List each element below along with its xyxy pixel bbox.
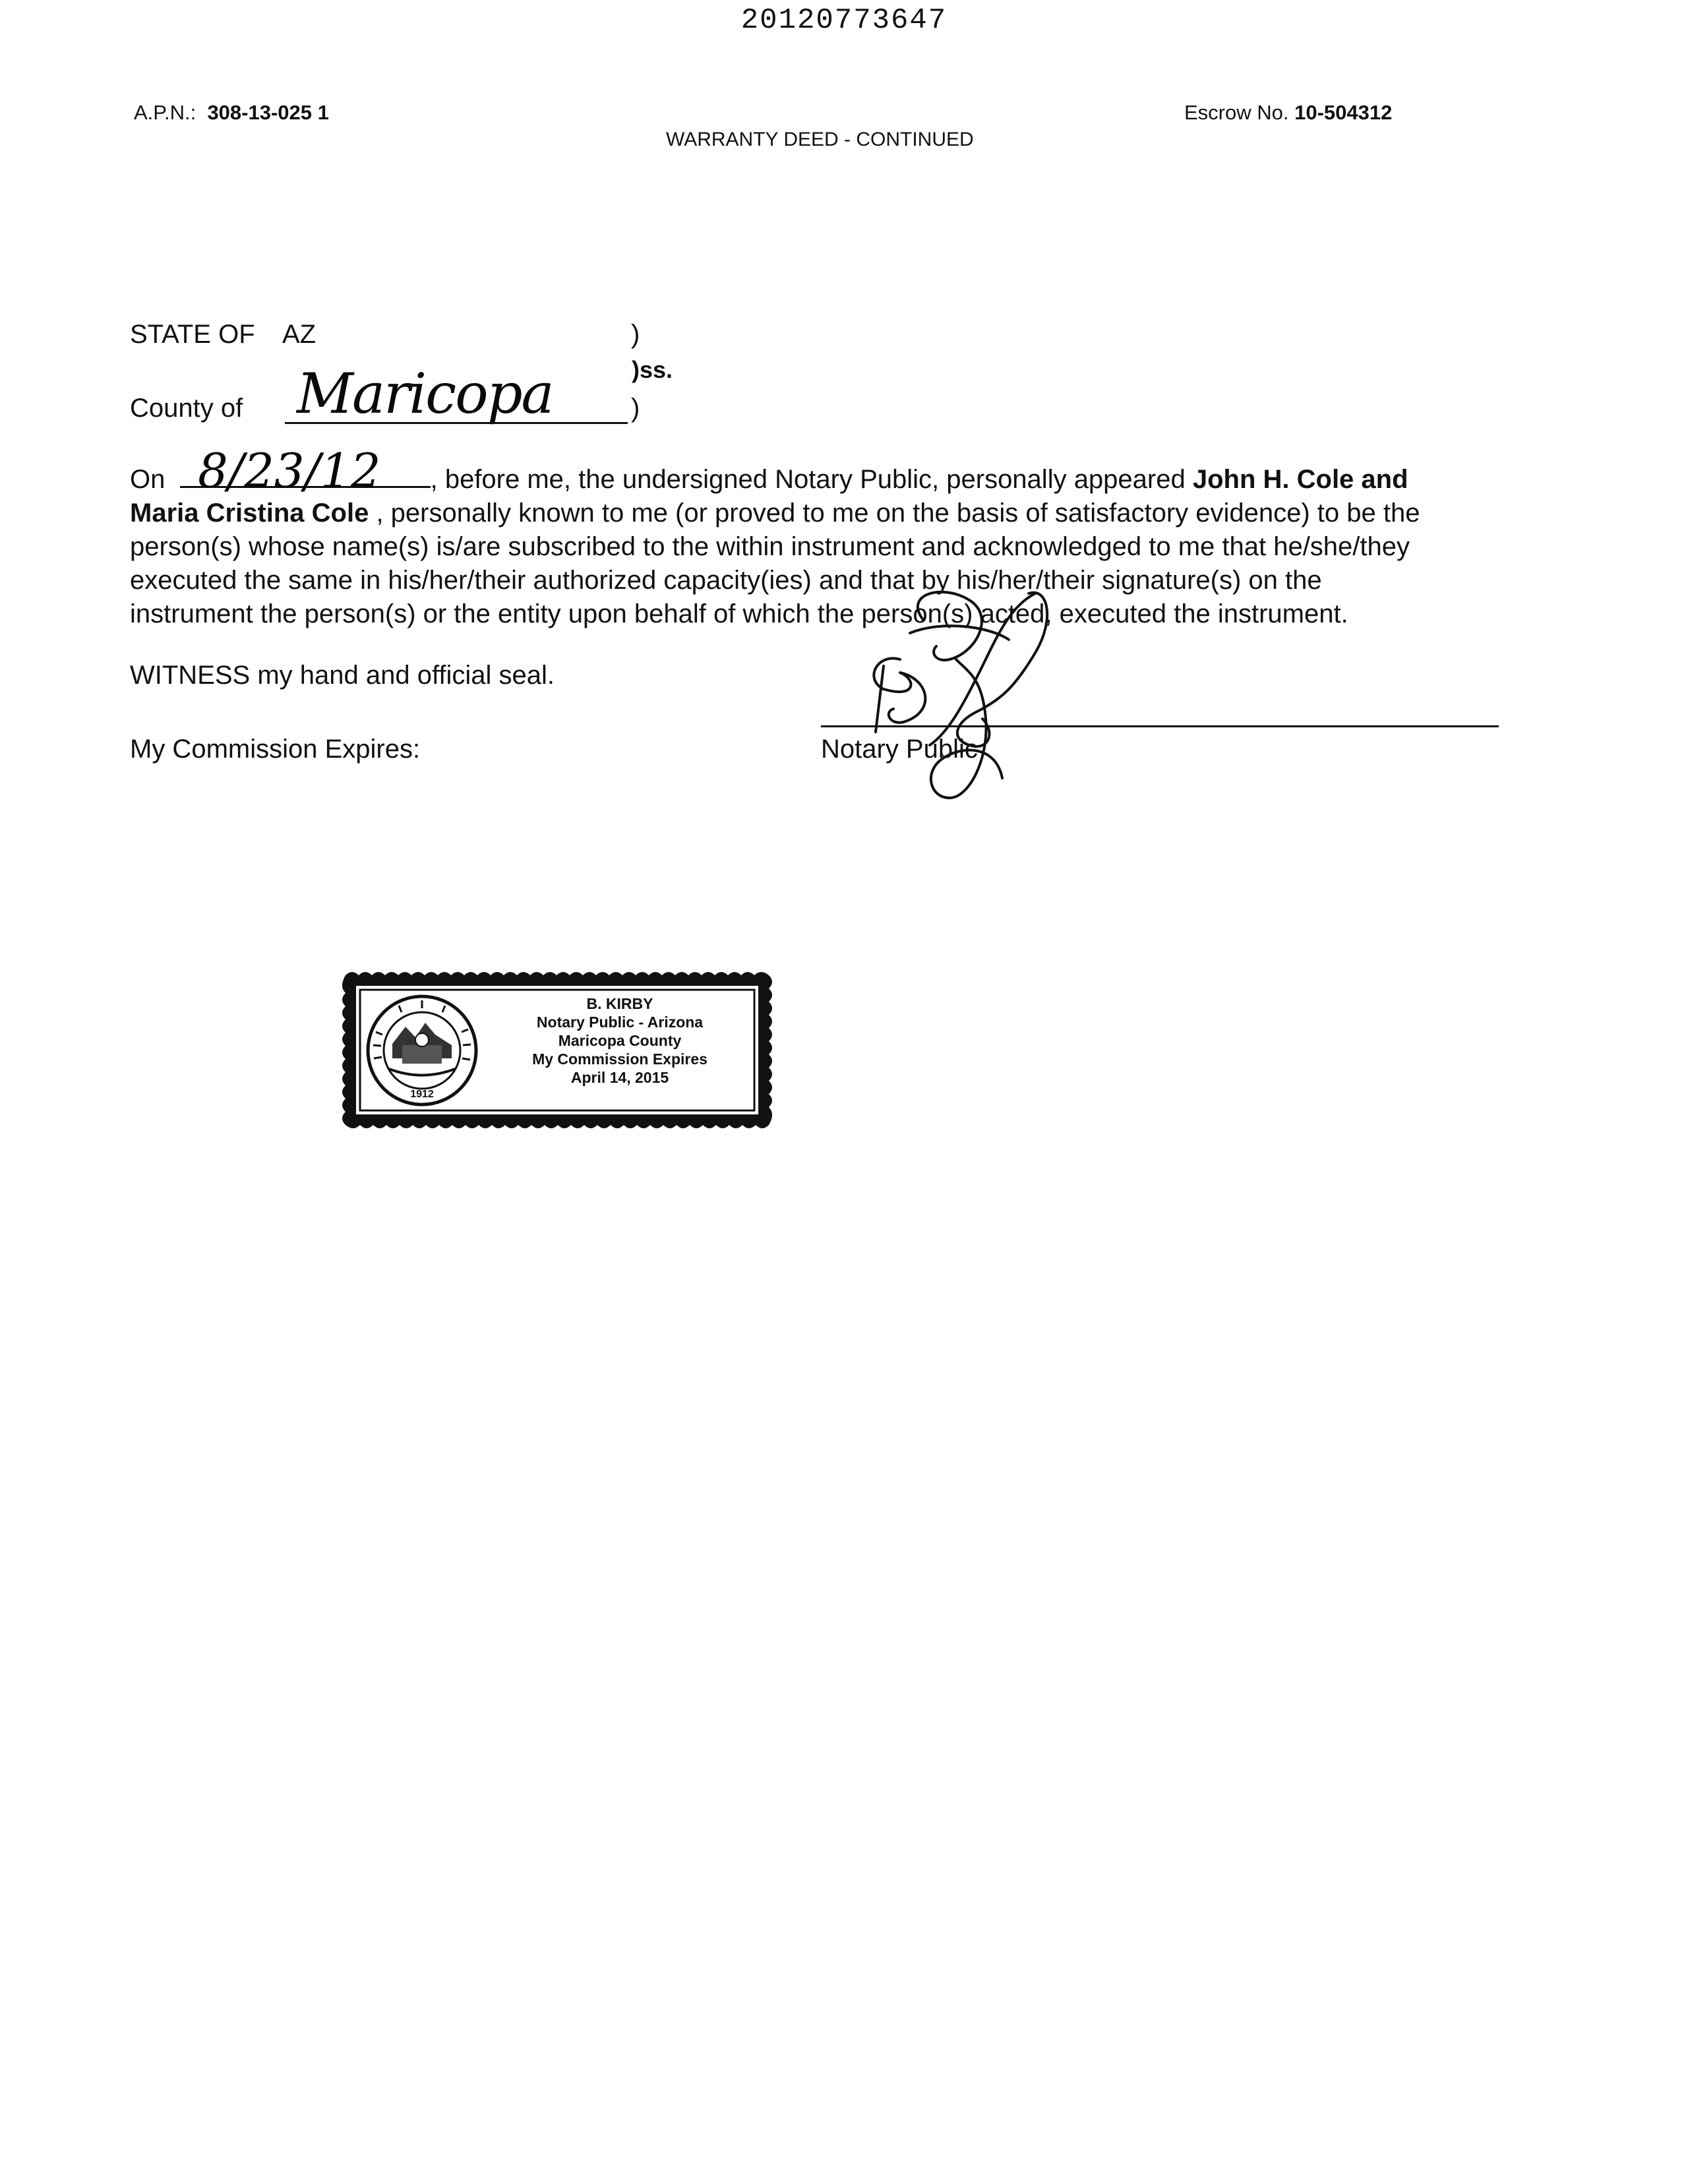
notary-signature <box>837 580 1114 818</box>
stamp-text <box>488 994 752 1087</box>
venue-ss: )ss. <box>632 356 673 383</box>
stamp-title: Notary Public - Arizona <box>536 1014 704 1031</box>
arizona-seal-icon <box>368 996 476 1105</box>
escrow-value: 10-504312 <box>1294 101 1393 124</box>
recording-number: 20120773647 <box>740 4 948 37</box>
county-handwritten: Maricopa <box>297 361 553 426</box>
seal-year: 1912 <box>410 1089 434 1100</box>
ack-line-3: person(s) whose name(s) is/are subscribed to the within instrument and acknowledged to me that he/she/they <box>130 532 1410 561</box>
stamp-name: B. KIRBY <box>586 995 653 1012</box>
apn-value: 308-13-025 1 <box>207 101 329 124</box>
stamp-expires: April 14, 2015 <box>570 1069 669 1086</box>
county-label: County of <box>130 394 243 423</box>
appearer-name-2: Maria Cristina Cole <box>130 499 369 528</box>
notary-public-label: Notary Public <box>821 735 978 764</box>
escrow-field <box>1184 101 1392 125</box>
ack-text-1: , before me, the undersigned Notary Public, personally appeared <box>430 465 1193 494</box>
commission-expires-label: My Commission Expires: <box>130 735 421 764</box>
ack-text-2: , personally known to me (or proved to me on the basis of satisfactory evidence) to be the <box>369 499 1420 528</box>
ack-line-5: instrument the person(s) or the entity upon behalf of which the person(s) acted, executed the instrument. <box>130 599 1348 628</box>
stamp-county: Maricopa County <box>558 1032 682 1049</box>
stamp-commission-label: My Commission Expires <box>532 1050 708 1068</box>
ack-line-2 <box>130 497 1515 530</box>
on-label: On <box>130 465 166 494</box>
venue-paren-top: ) <box>631 320 640 349</box>
state-label: STATE OF <box>130 320 255 349</box>
venue-paren-bottom: ) <box>631 394 640 423</box>
state-value: AZ <box>282 320 316 349</box>
appearer-name-1: John H. Cole and <box>1192 465 1408 494</box>
date-handwritten: 8/23/12 <box>198 443 381 499</box>
apn-field <box>134 101 329 125</box>
ack-line-4: executed the same in his/her/their authorized capacity(ies) and that by his/her/their signature(s) on the <box>130 566 1322 595</box>
witness-line: WITNESS my hand and official seal. <box>130 661 555 690</box>
document-title: WARRANTY DEED - CONTINUED <box>666 129 974 150</box>
apn-label: A.P.N.: <box>134 101 196 124</box>
escrow-label: Escrow No. <box>1184 101 1289 124</box>
